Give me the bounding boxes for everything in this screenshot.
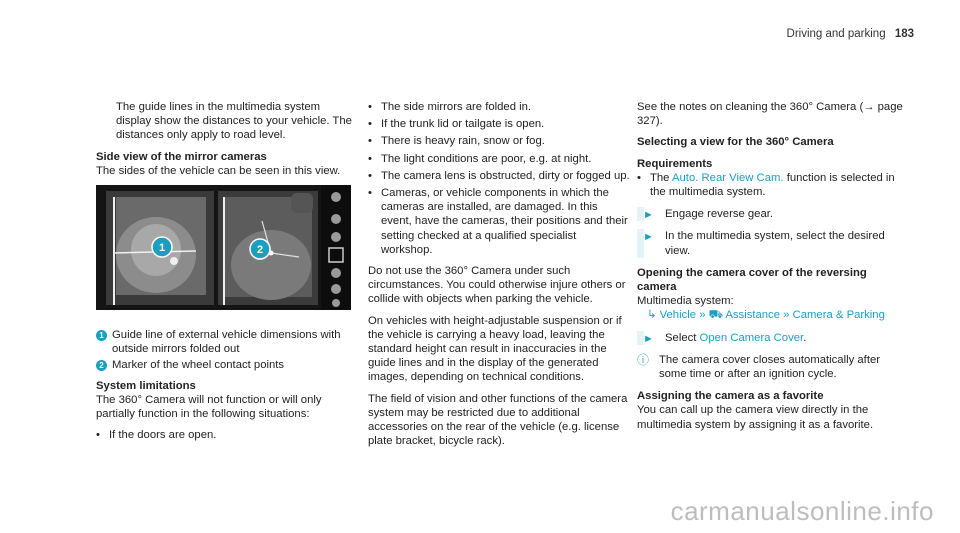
open-cover-heading: Opening the camera cover of the reversing camera xyxy=(637,266,867,294)
callout-1: 1 xyxy=(96,330,107,341)
double-chevron-icon: » xyxy=(783,309,790,322)
path-camera-parking[interactable]: Camera & Parking xyxy=(792,309,885,322)
step-engage-reverse: ► Engage reverse gear. xyxy=(637,207,907,221)
assign-favorite-heading: Assigning the camera as a favorite xyxy=(637,390,824,403)
limitations-text: The 360° Camera will not function or will only partially function in the following situations: xyxy=(96,393,322,421)
callout-2: 2 xyxy=(96,360,107,371)
side-view-text: The sides of the vehicle can be seen in this view. xyxy=(96,164,341,177)
list-item: • The light conditions are poor, e.g. at night. xyxy=(368,152,592,165)
select-view-heading: Selecting a view for the 360° Camera xyxy=(637,136,834,149)
page-header xyxy=(787,28,914,40)
step-arrow-icon: ► xyxy=(643,209,654,222)
list-item: • The camera lens is obstructed, dirty or fogged up. xyxy=(368,169,630,182)
multimedia-system-label: Multimedia system: xyxy=(637,295,734,308)
list-item: • If the doors are open. xyxy=(96,429,217,442)
list-item: • The side mirrors are folded in. xyxy=(368,101,532,113)
list-item: • If the trunk lid or tailgate is open. xyxy=(368,118,545,131)
paragraph-1: Do not use the 360° Camera under such circumstances. You could otherwise injure others or collide with objects when parking the vehicle. xyxy=(368,265,626,306)
return-arrow-icon: ↳ xyxy=(647,309,657,322)
path-vehicle[interactable]: Vehicle xyxy=(659,309,697,322)
page-number: 183 xyxy=(894,28,914,40)
info-icon: ⓘ xyxy=(637,352,650,367)
step-arrow-icon: ► xyxy=(643,332,654,345)
legend-text-2: Marker of the wheel contact points xyxy=(112,359,285,372)
limitations-heading: System limitations xyxy=(96,379,196,392)
camera-illustration xyxy=(96,185,351,310)
side-view-heading: Side view of the mirror cameras xyxy=(96,150,267,163)
open-camera-cover-link[interactable]: Open Camera Cover xyxy=(699,331,804,344)
legend-item-1 xyxy=(96,328,356,356)
path-assistance[interactable]: Assistance xyxy=(725,309,780,322)
section-title: Driving and parking xyxy=(786,28,886,40)
list-item: • There is heavy rain, snow or fog. xyxy=(368,135,545,148)
list-item: • Cameras, or vehicle components in which the cameras are installed, are damaged. In this event, have the cameras, their positions and their setting checked at a qualified specialist workshop. xyxy=(368,187,628,256)
double-chevron-icon: » xyxy=(699,309,706,322)
step-select-view: ► In the multimedia system, select the desired view. xyxy=(637,229,907,257)
column-1 xyxy=(96,100,356,445)
column-3 xyxy=(637,100,907,439)
auto-rear-view-cam-link[interactable]: Auto. Rear View Cam. xyxy=(671,171,784,184)
paragraph-3: The field of vision and other functions of the camera system may be restricted due to additional accessories on the rear of the vehicle (e.g. license plate bracket, bicycle rack). xyxy=(368,392,628,448)
legend-item-2 xyxy=(96,358,356,372)
paragraph-2: On vehicles with height-adjustable suspension or if the vehicle is carrying a heavy load, leaving the standard height can result in inaccuracies in the guide lines and in the display of the generated images, depending on technical conditions. xyxy=(368,314,622,384)
assign-favorite-text: You can call up the camera view directly in the multimedia system by assigning it as a favorite. xyxy=(637,404,874,431)
info-note: ⓘ The camera cover closes automatically after some time or after an ignition cycle. xyxy=(637,352,881,381)
cleaning-note: See the notes on cleaning the 360° Camera (→ page 327). xyxy=(637,101,903,128)
requirements-heading: Requirements xyxy=(637,157,713,170)
requirement-item: • The Auto. Rear View Cam. function is selected in the multimedia system. xyxy=(637,171,895,199)
svg-text:1: 1 xyxy=(158,242,166,255)
legend-text-1: Guide line of external vehicle dimensions with outside mirrors folded out xyxy=(112,329,341,356)
step-open-cover: ► Select Open Camera Cover. xyxy=(637,331,907,345)
column-2 xyxy=(368,100,630,455)
svg-text:2: 2 xyxy=(256,244,264,257)
intro-text: The guide lines in the multimedia system display show the distances to your vehicle. The distances only apply to road level. xyxy=(116,101,352,142)
car-icon: ⛟ xyxy=(708,309,723,322)
camera-view-image xyxy=(96,185,351,310)
step-arrow-icon: ► xyxy=(643,231,654,244)
menu-path xyxy=(637,308,907,322)
watermark: carmanualsonline.info xyxy=(670,496,934,526)
